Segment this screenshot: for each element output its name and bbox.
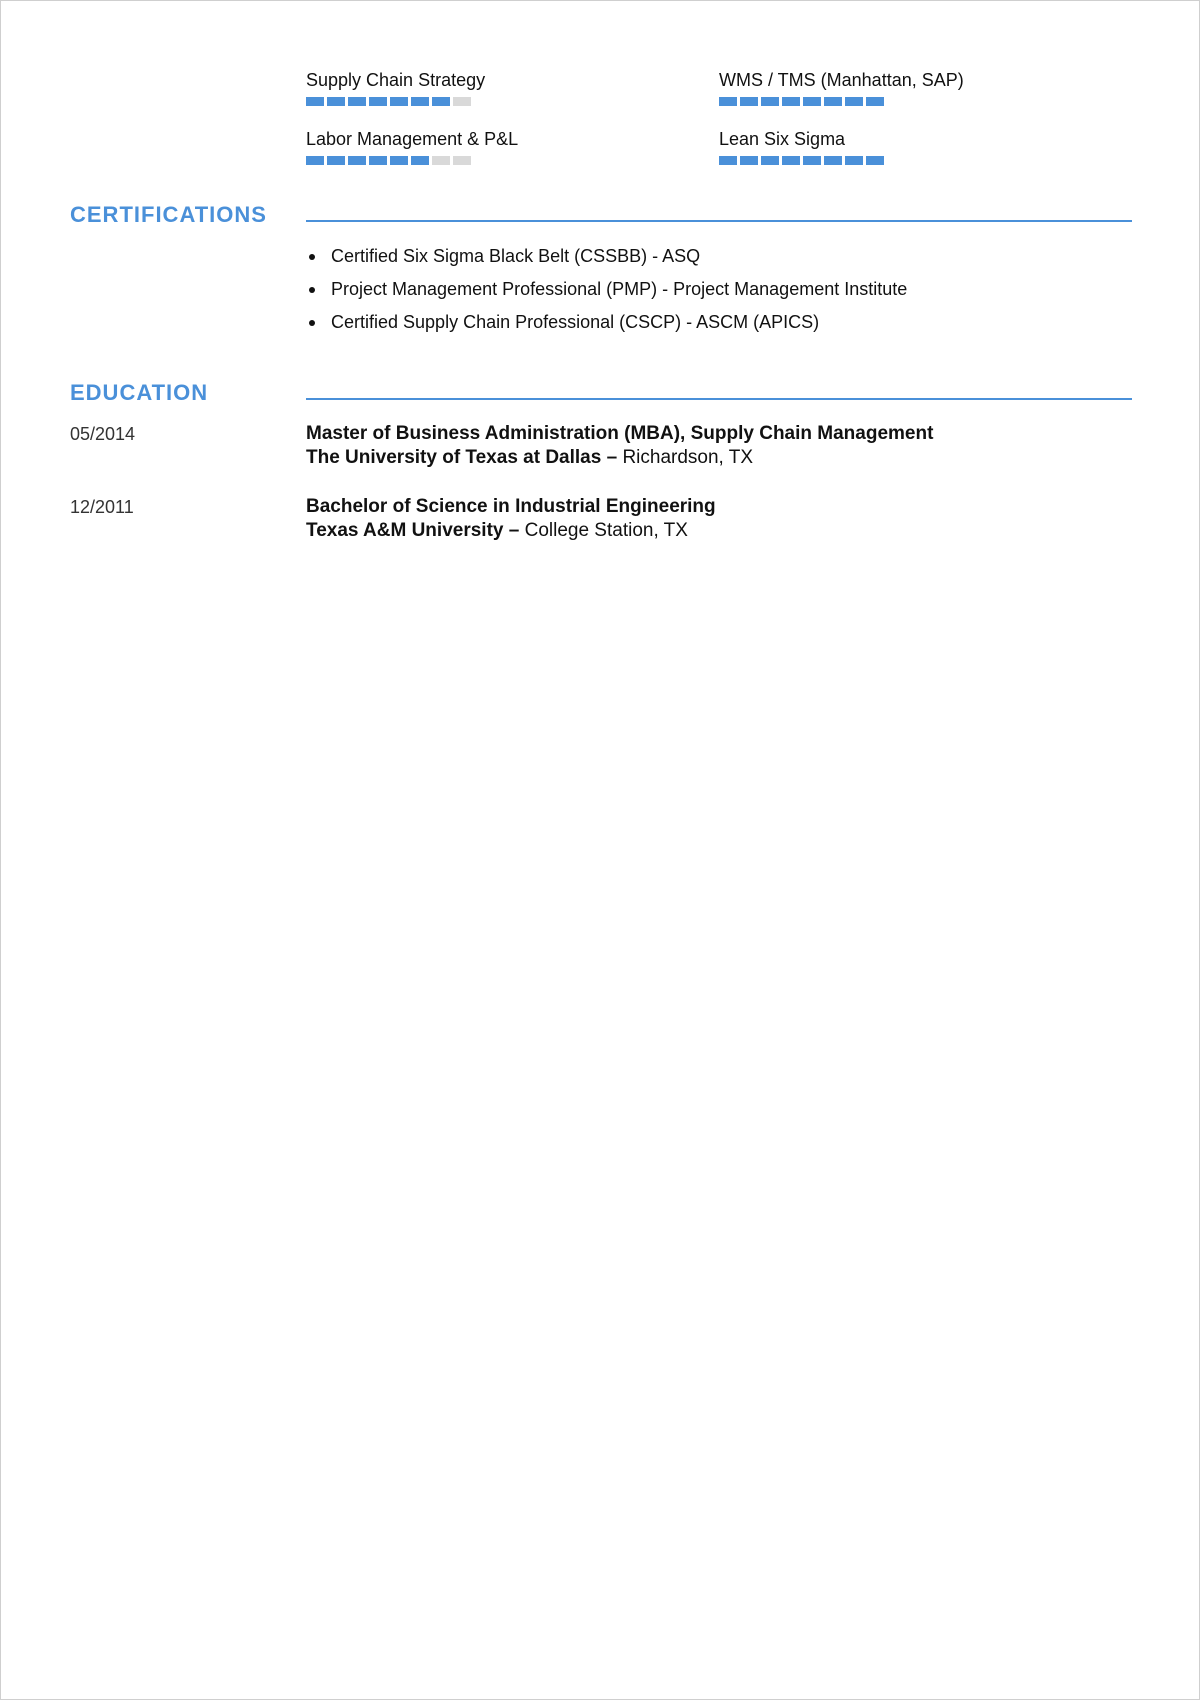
skill-level-segment-filled: [782, 97, 800, 106]
education-title: EDUCATION: [70, 380, 209, 405]
skill-level-segment-empty: [453, 156, 471, 165]
skill-item: [719, 69, 1132, 106]
certifications-title: CERTIFICATIONS: [70, 202, 267, 227]
skill-level-segment-filled: [845, 156, 863, 165]
skill-level-segment-filled: [390, 156, 408, 165]
skill-level-segment-filled: [327, 97, 345, 106]
education-details: [306, 495, 716, 543]
skill-item: [719, 128, 1132, 165]
skill-level-segment-filled: [866, 156, 884, 165]
education-section-header: [70, 378, 1132, 408]
skill-item: [306, 69, 719, 106]
skill-level-segment-filled: [803, 156, 821, 165]
skill-name: Lean Six Sigma: [719, 129, 846, 149]
skill-level-segment-filled: [411, 156, 429, 165]
skill-level-segment-filled: [782, 156, 800, 165]
skill-level-bar: [306, 97, 719, 106]
bullet-icon: [309, 320, 315, 326]
skill-level-segment-filled: [740, 97, 758, 106]
skill-level-bar: [306, 156, 719, 165]
certification-text: Certified Six Sigma Black Belt (CSSBB) - ASQ: [331, 246, 701, 266]
skill-level-segment-filled: [348, 97, 366, 106]
certification-item: [306, 311, 907, 333]
skill-level-segment-filled: [845, 97, 863, 106]
education-degree: Master of Business Administration (MBA), Supply Chain Management: [306, 423, 934, 444]
skills-grid: [306, 69, 1136, 165]
skill-name: Supply Chain Strategy: [306, 70, 486, 90]
education-date: 05/2014: [70, 424, 136, 444]
education-details: [306, 422, 933, 470]
education-location: College Station, TX: [524, 520, 688, 541]
section-divider: [306, 220, 1132, 222]
skill-level-segment-filled: [803, 97, 821, 106]
certification-text: Certified Supply Chain Professional (CSCP) - ASCM (APICS): [331, 312, 820, 332]
education-school-line: [306, 519, 716, 543]
education-date: 12/2011: [70, 497, 134, 517]
certification-text: Project Management Professional (PMP) - Project Management Institute: [331, 279, 908, 299]
skill-level-segment-filled: [824, 156, 842, 165]
skill-level-segment-filled: [306, 156, 324, 165]
certifications-section-header: [70, 200, 1132, 230]
certifications-list: [306, 245, 907, 344]
skill-name: WMS / TMS (Manhattan, SAP): [719, 70, 964, 90]
section-divider: [306, 398, 1132, 400]
skill-level-segment-filled: [306, 97, 324, 106]
skill-level-segment-filled: [327, 156, 345, 165]
bullet-icon: [309, 254, 315, 260]
education-school: Texas A&M University –: [306, 520, 520, 541]
skill-level-segment-filled: [390, 97, 408, 106]
education-school: The University of Texas at Dallas –: [306, 447, 618, 468]
certification-item: [306, 245, 907, 267]
education-degree: Bachelor of Science in Industrial Engineering: [306, 496, 716, 517]
skill-level-segment-empty: [432, 156, 450, 165]
bullet-icon: [309, 287, 315, 293]
skill-level-bar: [719, 156, 1132, 165]
skill-level-bar: [719, 97, 1132, 106]
skill-level-segment-filled: [719, 97, 737, 106]
education-school-line: [306, 446, 933, 470]
skill-level-segment-filled: [761, 156, 779, 165]
skill-item: [306, 128, 719, 165]
skill-level-segment-filled: [348, 156, 366, 165]
skill-level-segment-filled: [761, 97, 779, 106]
skill-level-segment-filled: [719, 156, 737, 165]
skill-level-segment-filled: [824, 97, 842, 106]
skill-level-segment-filled: [369, 156, 387, 165]
skill-level-segment-filled: [411, 97, 429, 106]
skill-level-segment-filled: [369, 97, 387, 106]
skill-level-segment-filled: [432, 97, 450, 106]
certification-item: [306, 278, 907, 300]
education-location: Richardson, TX: [622, 447, 754, 468]
skill-level-segment-empty: [453, 97, 471, 106]
skill-level-segment-filled: [866, 97, 884, 106]
skill-name: Labor Management & P&L: [306, 129, 519, 149]
skill-level-segment-filled: [740, 156, 758, 165]
